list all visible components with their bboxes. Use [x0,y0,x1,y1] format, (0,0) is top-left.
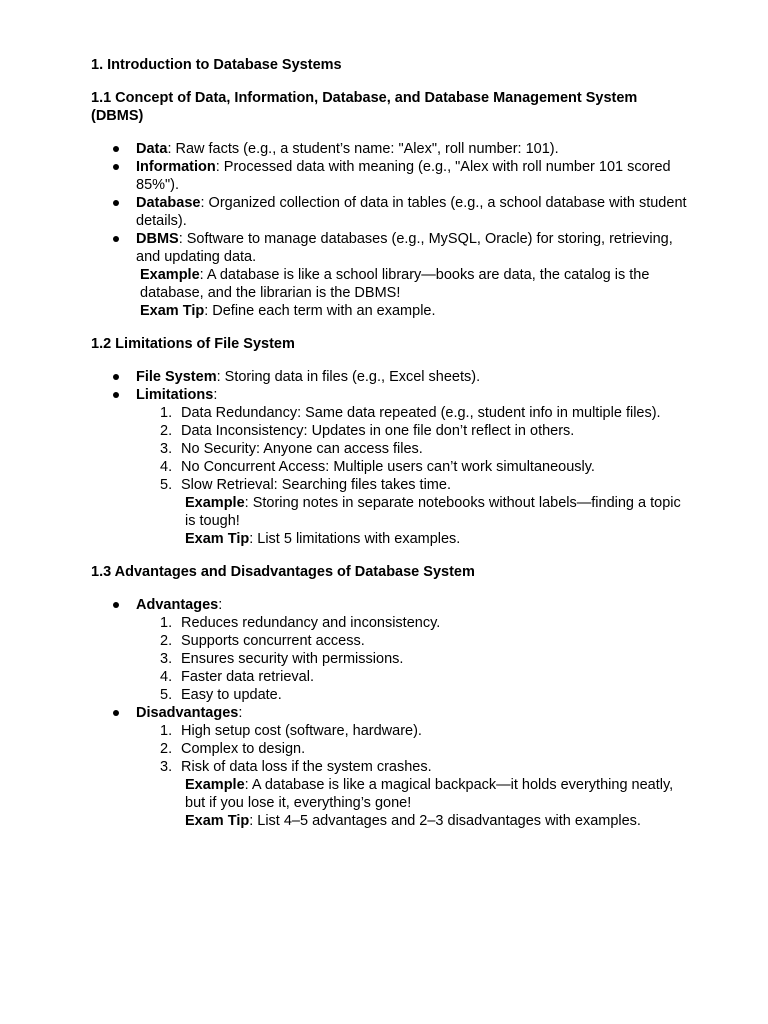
exam-tip-text: : Define each term with an example. [204,303,436,319]
document-page [91,56,691,845]
list-item [136,686,691,704]
item-text: Easy to update. [181,687,282,703]
list-item [136,668,691,686]
term: Advantages [136,597,219,613]
exam-tip-text: : List 5 limitations with examples. [249,531,461,547]
list-item [136,740,691,758]
bullet-icon [113,710,119,716]
disadvantages-list [136,722,691,776]
item-text: Data Inconsistency: Updates in one file don’t reflect in others. [181,423,575,439]
term: File System [136,369,217,385]
item-text: Slow Retrieval: Searching files takes time. [181,477,451,493]
item-number: 2. [160,423,173,439]
exam-tip-note [136,530,691,548]
term: DBMS [136,231,179,247]
bullet-icon [113,392,119,398]
example-note [136,776,691,812]
term: Database [136,195,201,211]
item-text: No Security: Anyone can access files. [181,441,423,457]
list-item [91,140,691,158]
list-item [136,614,691,632]
item-number: 2. [160,741,173,757]
list-item [136,404,691,422]
item-number: 1. [160,723,173,739]
list-item [91,230,691,320]
exam-tip-label: Exam Tip [185,813,250,829]
advantages-list [136,614,691,704]
list-item [136,476,691,494]
item-number: 3. [160,651,173,667]
section-1-1-list [91,140,691,320]
item-number: 4. [160,669,173,685]
item-number: 1. [160,405,173,421]
exam-tip-text: : List 4–5 advantages and 2–3 disadvantages with examples. [249,813,641,829]
item-number: 2. [160,633,173,649]
exam-tip-note [136,812,691,830]
item-text: Supports concurrent access. [181,633,365,649]
example-text: : A database is like a magical backpack—it holds everything neatly, but if you lose it, everything’s gone! [185,777,674,811]
item-text: Reduces redundancy and inconsistency. [181,615,441,631]
list-item [136,722,691,740]
example-label: Example [140,267,200,283]
term: Data [136,141,168,157]
definition: : Storing data in files (e.g., Excel sheets). [216,369,481,385]
list-item [91,386,691,548]
example-note [136,494,691,530]
bullet-icon [113,602,119,608]
item-text: Complex to design. [181,741,306,757]
exam-tip-note [136,302,691,320]
section-1-3-heading: 1.3 Advantages and Disadvantages of Database System [91,564,475,580]
list-item [91,368,691,386]
definition: : Software to manage databases (e.g., MySQL, Oracle) for storing, retrieving, and updating data. [136,231,673,265]
section-1-3-list [91,596,691,830]
item-number: 5. [160,687,173,703]
limitations-list [136,404,691,494]
bullet-icon [113,146,119,152]
definition: : Raw facts (e.g., a student’s name: "Alex", roll number: 101). [167,141,559,157]
item-text: Risk of data loss if the system crashes. [181,759,432,775]
example-text: : A database is like a school library—books are data, the catalog is the database, and the librarian is the DBMS! [140,267,650,301]
example-note [136,266,691,302]
definition: : Processed data with meaning (e.g., "Alex with roll number 101 scored 85%"). [136,159,671,193]
bullet-icon [113,164,119,170]
example-label: Example [185,777,245,793]
definition: : [218,597,223,613]
list-item [91,704,691,830]
list-item [136,440,691,458]
list-item [136,650,691,668]
section-1-2-heading: 1.2 Limitations of File System [91,336,295,352]
section-1-1-heading: 1.1 Concept of Data, Information, Database, and Database Management System (DBMS) [91,90,638,124]
item-text: High setup cost (software, hardware). [181,723,422,739]
bullet-icon [113,374,119,380]
section-1-2-list [91,368,691,548]
term: Limitations [136,387,214,403]
item-text: Ensures security with permissions. [181,651,404,667]
bullet-icon [113,200,119,206]
term: Information [136,159,216,175]
item-text: Faster data retrieval. [181,669,314,685]
term: Disadvantages [136,705,239,721]
example-label: Example [185,495,245,511]
list-item [136,458,691,476]
list-item [91,194,691,230]
example-text: : Storing notes in separate notebooks without labels—finding a topic is tough! [185,495,681,529]
exam-tip-label: Exam Tip [185,531,250,547]
definition: : [238,705,243,721]
definition: : [213,387,218,403]
bullet-icon [113,236,119,242]
item-number: 1. [160,615,173,631]
document-title: 1. Introduction to Database Systems [91,57,342,73]
item-text: No Concurrent Access: Multiple users can’t work simultaneously. [181,459,595,475]
exam-tip-label: Exam Tip [140,303,205,319]
item-text: Data Redundancy: Same data repeated (e.g., student info in multiple files). [181,405,661,421]
item-number: 5. [160,477,173,493]
list-item [136,758,691,776]
definition: : Organized collection of data in tables (e.g., a school database with student details). [136,195,687,229]
item-number: 4. [160,459,173,475]
item-number: 3. [160,759,173,775]
list-item [136,632,691,650]
item-number: 3. [160,441,173,457]
list-item [91,158,691,194]
list-item [136,422,691,440]
list-item [91,596,691,704]
